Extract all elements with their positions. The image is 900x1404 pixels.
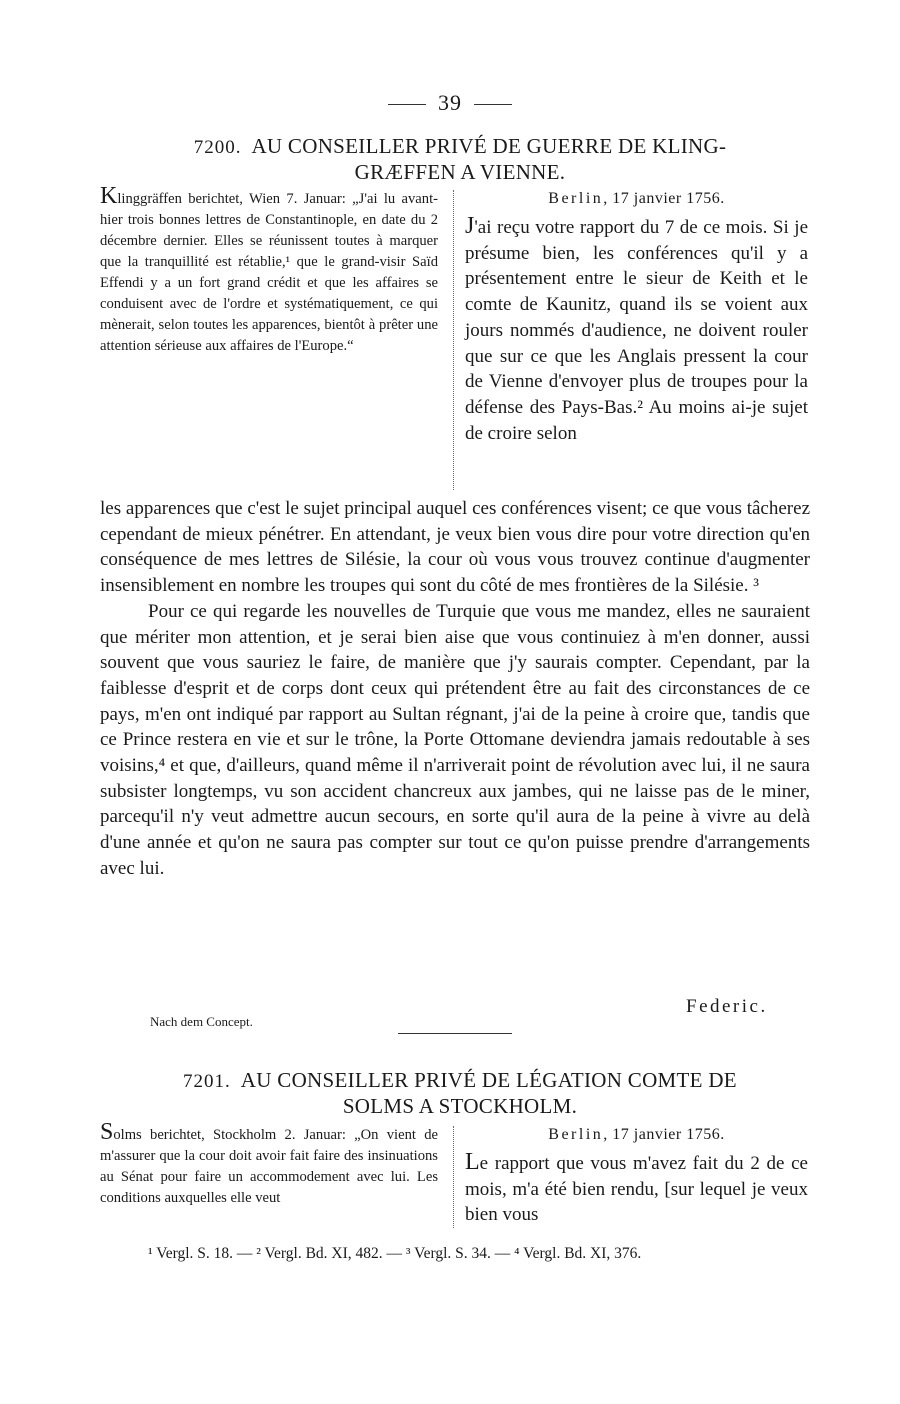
doc1-title-line2: GRÆFFEN A VIENNE. — [354, 160, 566, 184]
doc1-source-note: Nach dem Concept. — [150, 1014, 253, 1029]
doc1-signature: Federic. — [686, 996, 768, 1017]
doc2-place-date — [465, 1124, 808, 1146]
doc2-letter-start — [465, 1124, 808, 1228]
doc2-summary-text: olms berichtet, Stockholm 2. Januar: „On vient de m'assurer que la cour doit avoir fait faire des insinuations au Sénat pour faire un accommodement avec lui. Les conditions auxquelles elle veut — [100, 1127, 438, 1206]
doc2-heading-line1 — [100, 1068, 820, 1094]
footnotes — [100, 1243, 812, 1265]
doc1-date: , 17 janvier 1756. — [603, 190, 725, 207]
doc1-heading — [100, 134, 820, 184]
doc2-place-city: Berlin — [548, 1126, 604, 1143]
doc1-heading-line1 — [100, 134, 820, 160]
doc2-summary — [100, 1119, 438, 1209]
page-number-value: 39 — [438, 90, 462, 115]
page-number-rule-left — [388, 104, 426, 105]
doc2-letter-opening-text: e rapport que vous m'avez fait du 2 de ce mois, m'a été bien rendu, [sur lequel je veux bien vous — [465, 1153, 808, 1226]
doc1-letter-opening — [465, 214, 808, 446]
doc2-date: , 17 janvier 1756. — [603, 1126, 725, 1143]
section-separator — [398, 1033, 512, 1034]
doc2-letter-opening — [465, 1150, 808, 1228]
doc1-column-divider — [453, 190, 454, 490]
doc1-number: 7200. — [193, 137, 242, 158]
doc1-summary-initial: K — [100, 183, 118, 209]
footnotes-text: ¹ Vergl. S. 18. — ² Vergl. Bd. XI, 482. — ³ Vergl. S. 34. — ⁴ Vergl. Bd. XI, 376. — [148, 1245, 642, 1262]
doc2-number: 7201. — [183, 1071, 231, 1092]
doc2-letter-initial: L — [465, 1149, 480, 1175]
doc1-place-city: Berlin — [548, 190, 604, 207]
doc1-summary — [100, 183, 438, 357]
doc1-place-date — [465, 188, 808, 210]
page-number — [0, 90, 900, 116]
doc2-column-divider — [453, 1126, 454, 1228]
doc1-paragraph-1: les apparences que c'est le sujet principal auquel ces conférences visent; ce que vous tâcherez cependant de mieux pénétrer. En attendant, je veux bien vous dire pour votre direction qu'en conséquence de mes lettres de Silésie, la cour où vous vous trouvez continue d'augmenter insensiblement en nombre les troupes qui sont du côté de mes frontières de la Silésie. ³ — [100, 498, 810, 597]
doc2-summary-initial: S — [100, 1119, 114, 1145]
doc1-letter-opening-text: 'ai reçu votre rapport du 7 de ce mois. Si je présume bien, les conférences qu'il y a présentement entre le sieur de Keith et le comte de Kaunitz, quand ils se voient aux jours nommés d'audience, ne doivent rouler que sur ce que les Anglais pressent la cour de Vienne d'envoyer plus de troupes pour la défense des Pays-Bas.² Au moins ai-je sujet de croire selon — [465, 217, 808, 444]
doc1-letter-body — [100, 496, 810, 882]
doc2-title-line1: AU CONSEILLER PRIVÉ DE LÉGATION COMTE DE — [240, 1068, 737, 1092]
doc2-title-line2: SOLMS A STOCKHOLM. — [342, 1094, 578, 1118]
doc2-heading — [100, 1068, 820, 1118]
page-number-rule-right — [474, 104, 512, 105]
doc1-letter-initial: J — [465, 213, 475, 239]
doc1-title-line1: AU CONSEILLER PRIVÉ DE GUERRE DE KLING- — [251, 134, 727, 158]
doc1-summary-text: linggräffen berichtet, Wien 7. Januar: „J'ai lu avant-hier trois bonnes lettres de Constantinople, en date du 2 décembre dernier. Elles se réunissent toutes à marquer que la tranquillité est rétablie,¹ que le grand-visir Saïd Effendi y a un fort grand crédit et que les affaires se conduisent avec de l'ordre et systématiquement, ce qui mènerait, selon toutes les apparences, bientôt à prêter une attention sérieuse aux affaires de l'Europe.“ — [100, 191, 438, 354]
doc1-paragraph-2: Pour ce qui regarde les nouvelles de Turquie que vous me mandez, elles ne sauraient que mériter mon attention, et je serai bien aise que vous continuiez à m'en donner, aussi souvent que vous sauriez le faire, de manière que j'y saurais compter. Cependant, par la faiblesse d'esprit et de corps dont ceux qui prétendent être au fait des circonstances de ce pays, m'en ont indiqué par rapport au Sultan régnant, j'ai de la peine à croire que, tandis que ce Prince restera en vie et sur le trône, la Porte Ottomane deviendra jamais redoutable à ses voisins,⁴ et que, d'ailleurs, quand même il n'arriverait point de révolution avec lui, il ne saura subsister longtemps, vu son accident chancreux aux jambes, qui ne laisse pas de le miner, parcequ'il n'y veut admettre aucun secours, en sorte qu'il aura de la peine à vivre au delà d'une année et qu'on ne saura pas compter sur tout ce qu'on puisse prendre d'arrangements avec lui. — [100, 600, 810, 879]
doc1-letter-start — [465, 188, 808, 446]
